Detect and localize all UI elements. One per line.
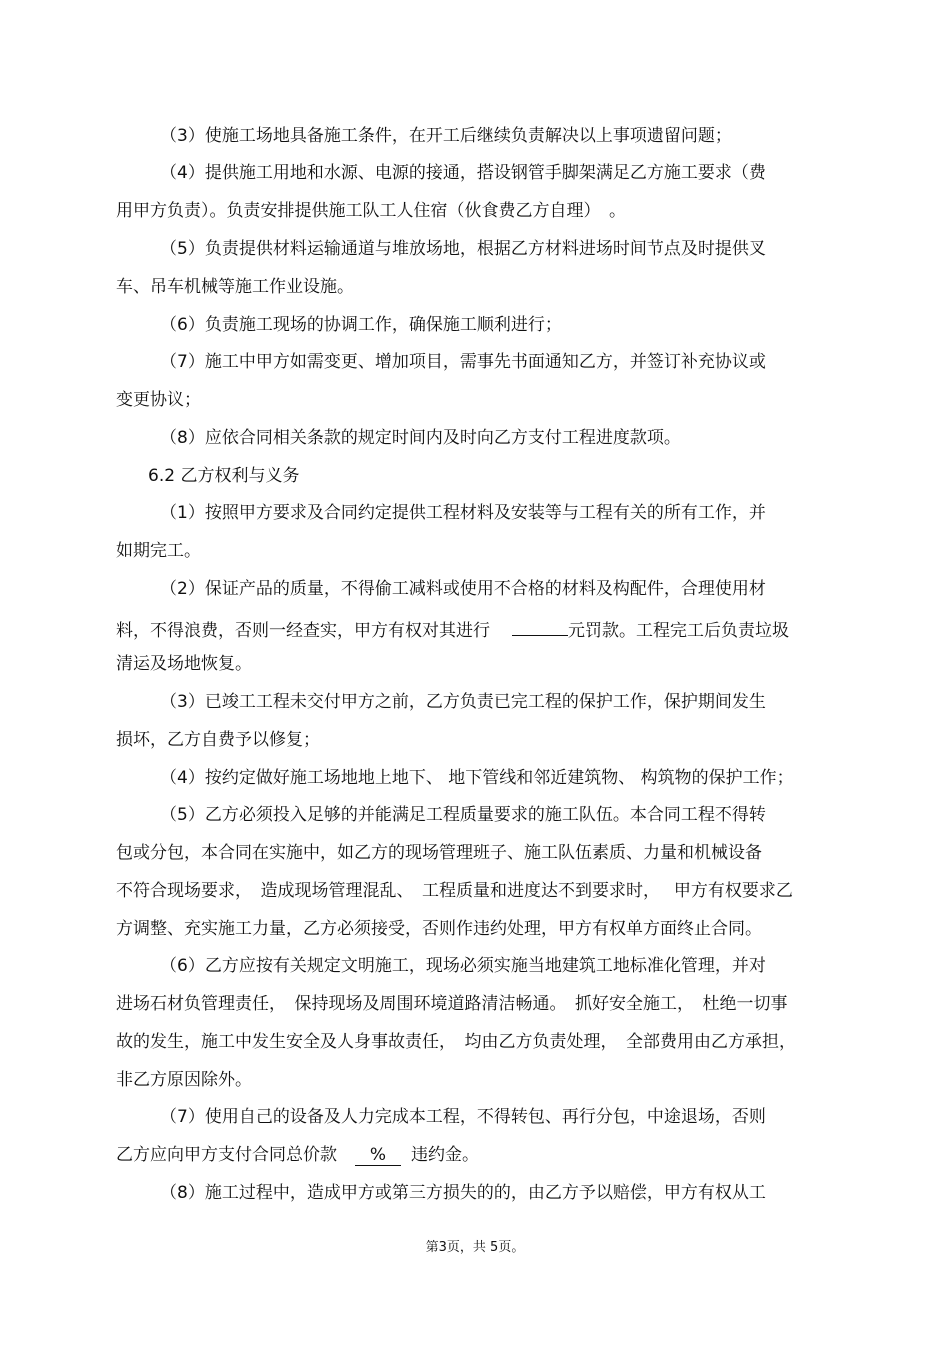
clause-line: （3）已竣工工程未交付甲方之前，乙方负责已完工程的保护工作，保护期间发生 [160, 692, 766, 712]
clause-line: （6）负责施工现场的协调工作，确保施工顺利进行； [160, 315, 562, 335]
clause-line: （2）保证产品的质量，不得偷工减料或使用不合格的材料及构配件，合理使用材 [160, 579, 766, 599]
clause-line: 非乙方原因除外。 [116, 1070, 252, 1090]
clause-line: （1）按照甲方要求及合同约定提供工程材料及安装等与工程有关的所有工作，并 [160, 503, 766, 523]
clause-line: 变更协议； [116, 390, 201, 410]
clause-line: 包或分包，本合同在实施中，如乙方的现场管理班子、施工队伍素质、力量和机械设备 [116, 843, 762, 863]
clause-line: 不符合现场要求， 造成现场管理混乱、 工程质量和进度达不到要求时， 甲方有权要求乙 [116, 881, 793, 901]
clause-line: （8）施工过程中，造成甲方或第三方损失的的，由乙方予以赔偿，甲方有权从工 [160, 1183, 766, 1203]
page-footer: 第3页，共 5页。 [425, 1240, 525, 1255]
clause-line: （5）负责提供材料运输通道与堆放场地，根据乙方材料进场时间节点及时提供叉 [160, 239, 766, 259]
clause-line: （4）按约定做好施工场地地上地下、 地下管线和邻近建筑物、 构筑物的保护工作； [160, 768, 794, 788]
clause-text: 料，不得浪费，否则一经查实，甲方有权对其进行 [116, 621, 490, 641]
clause-line: （7）施工中甲方如需变更、增加项目，需事先书面通知乙方，并签订补充协议或 [160, 352, 766, 372]
clause-line: 方调整、充实施工力量，乙方必须接受，否则作违约处理，甲方有权单方面终止合同。 [116, 919, 762, 939]
section-heading: 6.2 乙方权利与义务 [148, 466, 300, 486]
clause-line [116, 616, 789, 641]
clause-line: （5）乙方必须投入足够的并能满足工程质量要求的施工队伍。本合同工程不得转 [160, 805, 766, 825]
clause-text: 元罚款。工程完工后负责垃圾 [568, 621, 789, 641]
clause-line: （3）使施工场地具备施工条件，在开工后继续负责解决以上事项遗留问题； [160, 126, 732, 146]
clause-line [116, 1144, 479, 1166]
clause-line: 故的发生，施工中发生安全及人身事故责任， 均由乙方负责处理， 全部费用由乙方承担， [116, 1032, 796, 1052]
clause-line: 如期完工。 [116, 541, 201, 561]
clause-line: （6）乙方应按有关规定文明施工，现场必须实施当地建筑工地标准化管理，并对 [160, 956, 766, 976]
clause-line: 损坏，乙方自费予以修复； [116, 730, 320, 750]
clause-line: （7）使用自己的设备及人力完成本工程，不得转包、再行分包，中途退场，否则 [160, 1107, 766, 1127]
penalty-percent-blank: % [355, 1146, 401, 1166]
fine-amount-blank [512, 616, 568, 636]
clause-line: 进场石材负管理责任， 保持现场及周围环境道路清洁畅通。 抓好安全施工， 杜绝一切事 [116, 994, 788, 1014]
clause-line: （8）应依合同相关条款的规定时间内及时向乙方支付工程进度款项。 [160, 428, 681, 448]
clause-line: 用甲方负责）。负责安排提供施工队工人住宿（伙食费乙方自理） 。 [116, 201, 626, 221]
clause-text: 违约金。 [411, 1145, 479, 1165]
clause-line: 清运及场地恢复。 [116, 654, 252, 674]
clause-line: 车、吊车机械等施工作业设施。 [116, 277, 354, 297]
clause-line: （4）提供施工用地和水源、电源的接通，搭设钢管手脚架满足乙方施工要求（费 [160, 163, 766, 183]
clause-text: 乙方应向甲方支付合同总价款 [116, 1145, 337, 1165]
